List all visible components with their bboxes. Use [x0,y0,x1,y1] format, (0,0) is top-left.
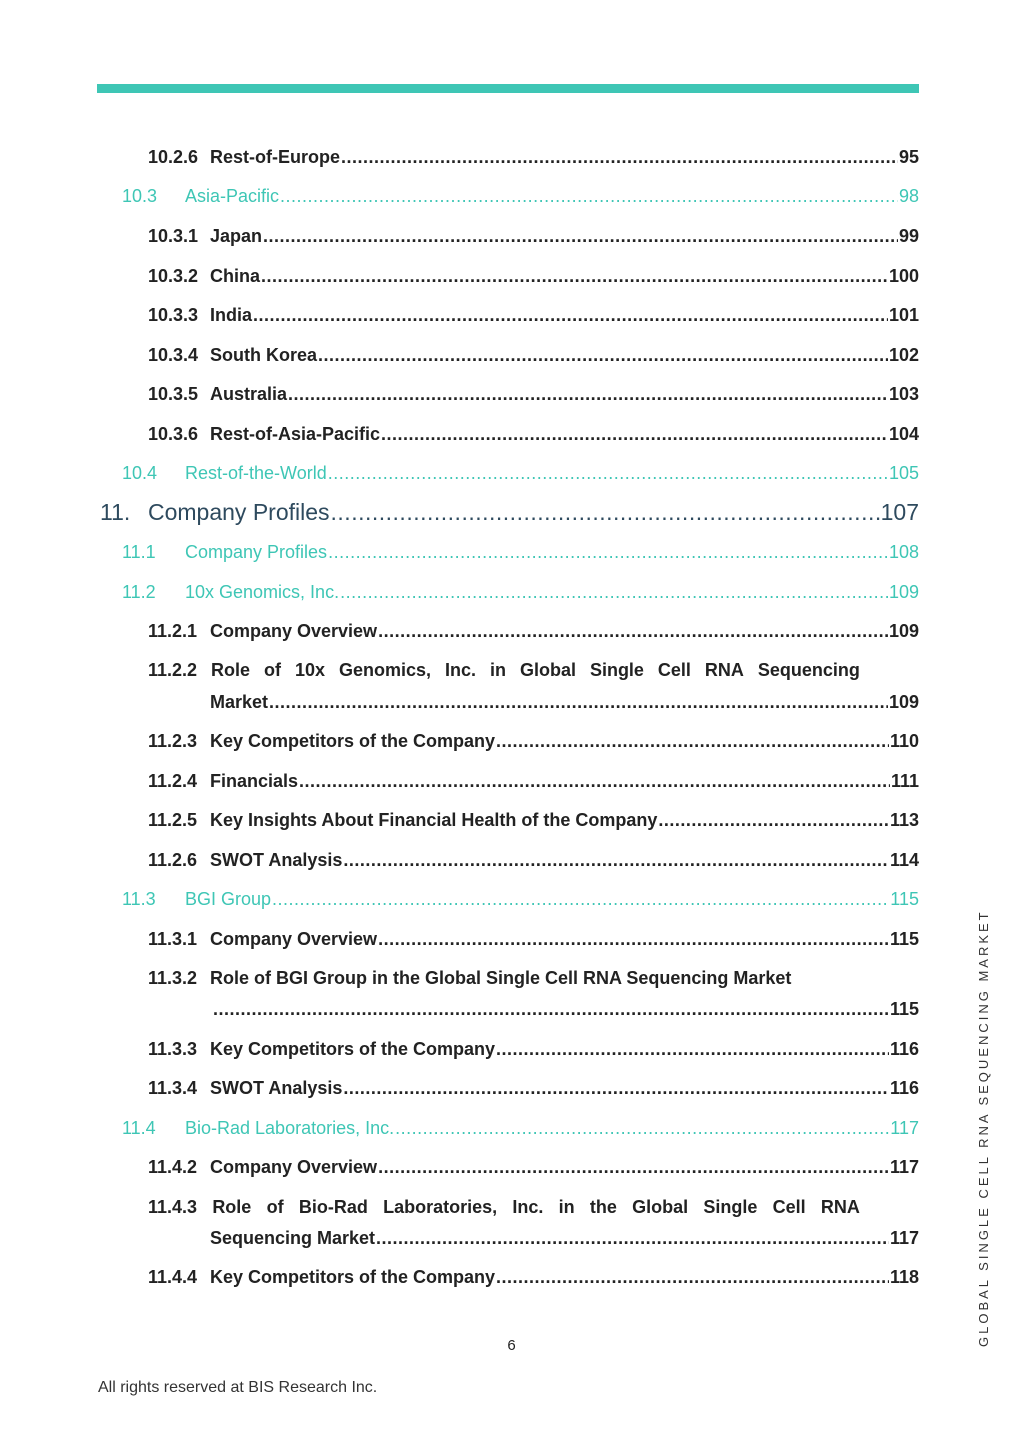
toc-title: Japan [210,226,263,246]
toc-number: 11.4.4 [148,1267,198,1287]
dot-leader [376,1228,889,1249]
toc-page: 111 [890,771,919,791]
dot-leader [381,424,888,445]
toc-number: 10.3.3 [148,305,199,325]
toc-number: 11.2.4 [148,771,198,791]
toc-title-word: Cell [657,660,691,680]
dot-leader [331,499,880,526]
dot-leader [496,731,889,752]
toc-page: 117 [890,1118,919,1138]
toc-title: India [210,305,253,325]
toc-number: 10.3.5 [148,384,199,404]
toc-page: 107 [880,499,919,525]
toc-number: 11.2.5 [148,810,198,830]
toc-page: 116 [889,1078,919,1098]
toc-number: 11.4.3 [148,1197,198,1217]
toc-page: 109 [888,692,919,712]
toc-title: Key Insights About Financial Health of the Company [210,810,658,830]
toc-title: Rest-of-Europe [210,147,340,167]
toc-entry[interactable] [122,186,919,207]
toc-number: 11.2.3 [148,731,198,751]
toc-title: Key Competitors of the Company [210,1039,496,1059]
toc-entry[interactable] [148,147,919,168]
toc-page: 115 [889,929,919,949]
toc-entry[interactable] [122,582,919,603]
dot-leader [269,692,888,713]
toc-entry-wrapped[interactable] [148,660,860,681]
dot-leader [496,1039,889,1060]
toc-number: 10.3 [122,186,158,206]
toc-title: SWOT Analysis [210,1078,343,1098]
toc-entry-continuation[interactable] [210,692,919,713]
toc-page: 100 [888,266,919,286]
toc-number: 10.2.6 [148,147,199,167]
toc-title: Key Competitors of the Company [210,1267,496,1287]
toc-page: 108 [888,542,919,562]
toc-number: 10.3.2 [148,266,199,286]
toc-title-word: Role [211,660,251,680]
toc-number: 10.3.1 [148,226,199,246]
toc-entry-continuation[interactable] [212,999,919,1020]
toc-number: 11.2.1 [148,621,198,641]
toc-number: 11.3.1 [148,929,198,949]
dot-leader [658,810,889,831]
toc-number: 11.3.3 [148,1039,198,1059]
dot-leader [343,1078,889,1099]
toc-title: 10x Genomics, Inc. [185,582,340,602]
toc-title-word: in [489,660,506,680]
toc-number: 10.3.4 [148,345,199,365]
dot-leader [395,1118,889,1139]
toc-page: 115 [889,999,919,1019]
toc-title: South Korea [210,345,318,365]
toc-number: 11.4.2 [148,1157,198,1177]
toc-page: 116 [889,1039,919,1059]
toc-title: Rest-of-Asia-Pacific [210,424,381,444]
toc-entry[interactable] [148,305,919,326]
dot-leader [280,186,898,207]
dot-leader [299,771,890,792]
toc-title: Key Competitors of the Company [210,731,496,751]
toc-title: SWOT Analysis [210,850,343,870]
toc-page: 109 [888,582,919,602]
toc-entry-wrapped[interactable] [148,968,791,989]
toc-title-word: Sequencing [757,660,860,680]
toc-number: 10.3.6 [148,424,199,444]
toc-title: Company Overview [210,621,378,641]
toc-title-word: Inc. [445,660,477,680]
toc-page: 104 [888,424,919,444]
toc-page: 103 [888,384,919,404]
side-running-title: GLOBAL SINGLE CELL RNA SEQUENCING MARKET [976,909,991,1347]
toc-title: Role of BGI Group in the Global Single Cell RNA Sequencing Market [210,968,792,988]
toc-title-word: Global [519,660,576,680]
toc-title-word: Laboratories, [383,1197,498,1217]
toc-title-word: the [589,1197,617,1217]
toc-number: 10.4 [122,463,158,483]
toc-title-word: Genomics, [339,660,432,680]
dot-leader [272,889,889,910]
toc-entry[interactable] [148,1157,919,1178]
toc-title-word: RNA [704,660,744,680]
toc-title-word: Single [703,1197,758,1217]
toc-entry[interactable] [148,810,919,831]
toc-title: Australia [210,384,288,404]
toc-number: 11.2.2 [148,660,198,680]
toc-entry[interactable] [148,384,919,405]
dot-leader [263,226,898,247]
toc-page: 117 [889,1157,919,1177]
dot-leader [328,463,888,484]
toc-entry-continuation[interactable] [210,1228,919,1249]
toc-page: 118 [889,1267,919,1287]
toc-title-word: in [558,1197,575,1217]
toc-page: 114 [889,850,919,870]
dot-leader [341,147,898,168]
toc-entry[interactable] [148,731,919,752]
toc-entry[interactable] [122,542,919,563]
toc-entry[interactable] [148,226,919,247]
toc-page: 98 [898,186,919,206]
toc-entry[interactable] [148,266,919,287]
toc-entry[interactable] [148,1267,919,1288]
toc-title: Company Profiles [148,499,330,525]
toc-page: 115 [890,889,919,909]
dot-leader [378,929,889,950]
toc-page: 110 [889,731,919,751]
toc-entry[interactable] [148,850,919,871]
toc-number: 11.3.2 [148,968,198,988]
toc-title: Bio-Rad Laboratories, Inc. [185,1118,395,1138]
toc-entry[interactable] [148,424,919,445]
page-number: 6 [507,1337,516,1354]
toc-entry-wrapped[interactable] [148,1197,860,1218]
toc-title-word: RNA [820,1197,860,1217]
toc-page: 109 [888,621,919,641]
toc-entry[interactable] [122,889,919,910]
dot-leader [318,345,888,366]
toc-number: 11.1 [122,542,156,562]
toc-title-word: Bio-Rad [298,1197,368,1217]
dot-leader [378,621,888,642]
toc-title: Rest-of-the-World [185,463,327,483]
toc-entry[interactable] [148,771,919,792]
toc-title-word: of [266,1197,284,1217]
toc-title-word: of [264,660,282,680]
toc-page: 102 [888,345,919,365]
dot-leader [261,266,888,287]
toc-title-word: Inc. [512,1197,544,1217]
toc-page: 105 [888,463,919,483]
dot-leader [253,305,888,326]
dot-leader [328,542,888,563]
dot-leader [288,384,888,405]
toc-page: 113 [889,810,919,830]
toc-entry[interactable] [148,1078,919,1099]
toc-title: Financials [210,771,299,791]
dot-leader [213,999,889,1020]
dot-leader [496,1267,889,1288]
toc-number: 11.4 [122,1118,156,1138]
toc-title: Company Profiles [185,542,328,562]
toc-title-word: Single [589,660,644,680]
toc-page: 95 [898,147,919,167]
footer-copyright: All rights reserved at BIS Research Inc. [98,1379,378,1396]
toc-entry[interactable] [148,621,919,642]
toc-entry[interactable] [148,1039,919,1060]
toc-title: Company Overview [210,1157,378,1177]
toc-number: 11.3.4 [148,1078,198,1098]
toc-title-word: 10x [294,660,326,680]
toc-page: 99 [898,226,919,246]
dot-leader [378,1157,889,1178]
dot-leader [343,850,889,871]
toc-number: 11. [100,499,131,525]
toc-title: China [210,266,261,286]
toc-entry[interactable] [122,1118,919,1139]
toc-entry[interactable] [148,345,919,366]
toc-number: 11.2 [122,582,156,602]
header-accent-bar [97,84,919,93]
toc-entry[interactable] [148,929,919,950]
toc-page: 101 [888,305,919,325]
toc-chapter-entry[interactable] [100,499,919,526]
toc-number: 11.3 [122,889,156,909]
dot-leader [340,582,888,603]
toc-title: Company Overview [210,929,378,949]
toc-title-word: Cell [772,1197,806,1217]
toc-title: Sequencing Market [210,1228,376,1248]
toc-number: 11.2.6 [148,850,198,870]
toc-entry[interactable] [122,463,919,484]
toc-title: Market [210,692,269,712]
toc-page: 117 [889,1228,919,1248]
toc-title-word: Role [212,1197,252,1217]
toc-title: Asia-Pacific [185,186,280,206]
toc-title-word: Global [632,1197,689,1217]
toc-title: BGI Group [185,889,272,909]
